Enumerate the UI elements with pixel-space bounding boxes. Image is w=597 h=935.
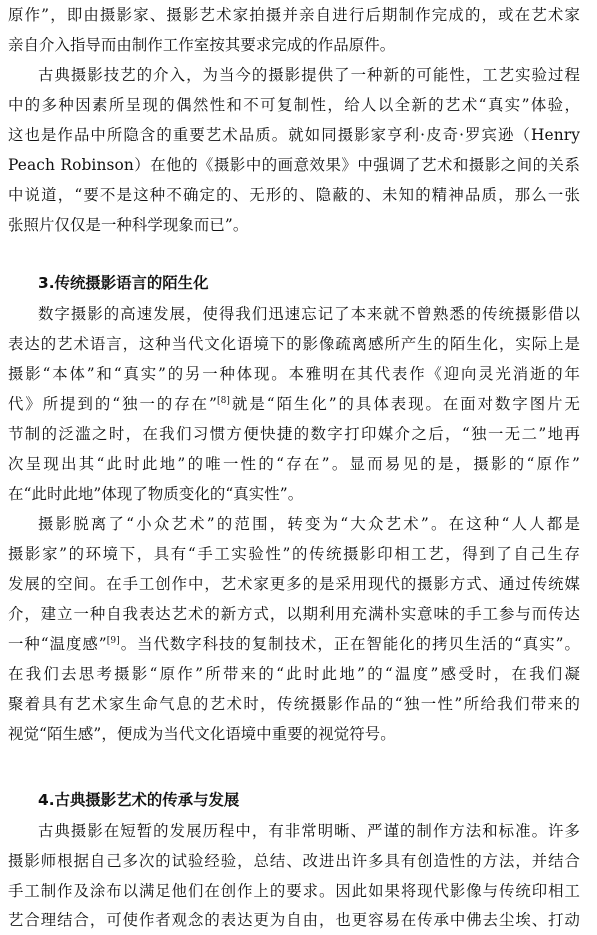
paragraph-4-line-1: 摄影脱离了“小众艺术”的范围，转变为“大众艺术”。在这种“人人都是	[38, 515, 580, 533]
citation-9: [9]	[106, 636, 120, 646]
paragraph-4-line-5	[8, 629, 580, 659]
paragraph-5-line-3: 手工制作及涂布以满足他们在创作上的要求。因此如果将现代影像与传统印相工	[8, 882, 580, 900]
paragraph-5-line-4: 艺合理结合，可使作者观念的表达更为自由，也更容易在传承中佛去尘埃、打动	[8, 911, 580, 929]
paragraph-4-line-6: 在我们去思考摄影“原作”所带来的“此时此地”的“温度”感受时，在我们凝	[8, 665, 580, 683]
paragraph-3-line-4-text-b: 就是“陌生化”的具体表现。在面对数字图片无	[230, 395, 580, 413]
paragraph-1-line-1: 原作”，即由摄影家、摄影艺术家拍摄并亲自进行后期制作完成的，或在艺术家	[8, 6, 580, 24]
paragraph-4-line-2: 摄影家”的环境下，具有“手工实验性”的传统摄影印相工艺，得到了自己生存	[8, 545, 580, 563]
paragraph-3-line-5: 节制的泛滥之时，在我们习惯方便快捷的数字打印媒介之后，“独一无二”地再	[8, 425, 580, 443]
paragraph-5-line-1: 古典摄影在短暂的发展历程中，有非常明晰、严谨的制作方法和标准。许多	[38, 822, 580, 840]
paragraph-3-line-4	[8, 389, 580, 419]
paragraph-3-line-2: 表达的艺术语言，这种当代文化语境下的影像疏离感所产生的陌生化，实际上是	[8, 335, 580, 353]
paragraph-4-line-5-text-b: 。当代数字科技的复制技术，正在智能化的拷贝生活的“真实”。	[119, 635, 580, 653]
paragraph-4-line-3: 发展的空间。在手工创作中，艺术家更多的是采用现代的摄影方式、通过传统媒	[8, 575, 580, 593]
paragraph-2-line-1: 古典摄影技艺的介入，为当今的摄影提供了一种新的可能性，工艺实验过程	[38, 66, 580, 84]
paragraph-2-line-3: 这也是作品中所隐含的重要艺术品质。就如同摄影家亨利·皮奇·罗宾逊（Henry	[8, 126, 580, 144]
paragraph-2-line-5: 中说道，“要不是这种不确定的、无形的、隐蔽的、未知的精神品质，那么一张	[8, 186, 580, 204]
paragraph-4-line-8: 视觉“陌生感”，便成为当代文化语境中重要的视觉符号。	[8, 725, 396, 743]
paragraph-4-line-7: 聚着具有艺术家生命气息的艺术时，传统摄影作品的“独一性”所给我们带来的	[8, 695, 580, 713]
paragraph-3-line-4-text-a: 代》所提到的“独一的存在”	[8, 395, 217, 413]
section-heading-4: 4.古典摄影艺术的传承与发展	[38, 791, 240, 809]
section-heading-3: 3.传统摄影语言的陌生化	[38, 274, 209, 292]
paragraph-4-line-5-text-a: 一种“温度感”	[8, 635, 107, 653]
paragraph-2-line-6: 张照片仅仅是一种科学现象而已”。	[8, 216, 249, 234]
paragraph-3-line-7: 在“此时此地”体现了物质变化的“真实性”。	[8, 485, 304, 503]
paragraph-4-line-4: 介，建立一种自我表达艺术的新方式，以期利用充满朴实意味的手工参与而传达	[8, 605, 580, 623]
paragraph-2-line-4: Peach Robinson）在他的《摄影中的画意效果》中强调了艺术和摄影之间的关系	[8, 156, 580, 174]
paragraph-2-line-2: 中的多种因素所呈现的偶然性和不可复制性，给人以全新的艺术“真实”体验，	[8, 96, 580, 114]
paragraph-1-line-2: 亲自介入指导而由制作工作室按其要求完成的作品原件。	[8, 36, 396, 54]
citation-8: [8]	[217, 396, 231, 406]
paragraph-5-line-2: 摄影师根据自己多次的试验经验，总结、改进出许多具有创造性的方法，并结合	[8, 852, 580, 870]
paragraph-3-line-1: 数字摄影的高速发展，使得我们迅速忘记了本来就不曾熟悉的传统摄影借以	[38, 305, 580, 323]
paragraph-3-line-3: 摄影“本体”和“真实”的另一种体现。本雅明在其代表作《迎向灵光消逝的年	[8, 365, 580, 383]
paragraph-3-line-6: 次呈现出其“此时此地”的唯一性的“存在”。显而易见的是，摄影的“原作”	[8, 455, 580, 473]
